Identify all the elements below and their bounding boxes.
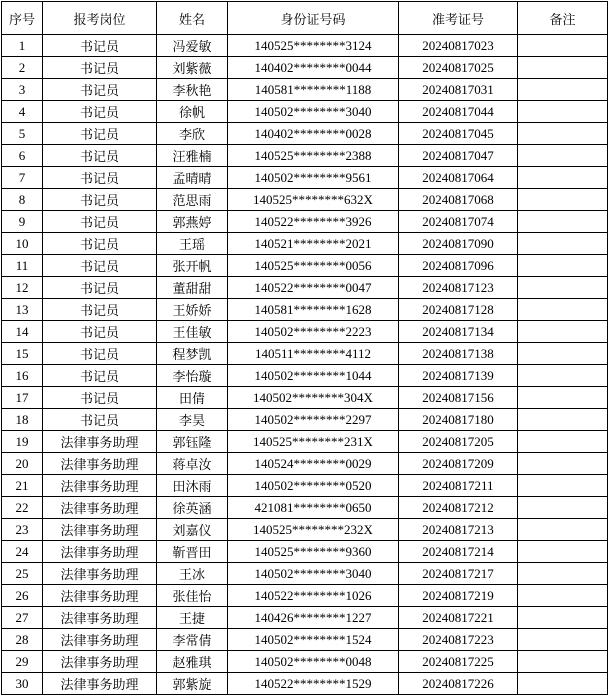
cell-position: 法律事务助理 <box>43 629 157 651</box>
table-header <box>2 2 608 35</box>
cell-seq: 23 <box>2 519 43 541</box>
cell-id-card: 140522********0047 <box>228 277 399 299</box>
cell-name: 刘紫薇 <box>157 57 228 79</box>
cell-position: 书记员 <box>43 387 157 409</box>
table-row <box>2 321 608 343</box>
cell-id-card: 140581********1628 <box>228 299 399 321</box>
cell-exam-no: 20240817134 <box>399 321 518 343</box>
cell-position: 书记员 <box>43 57 157 79</box>
header-seq: 序号 <box>2 2 43 35</box>
table-row <box>2 101 608 123</box>
cell-name: 王娇娇 <box>157 299 228 321</box>
header-row <box>2 2 608 35</box>
cell-note <box>518 189 608 211</box>
cell-position: 书记员 <box>43 409 157 431</box>
cell-exam-no: 20240817226 <box>399 673 518 695</box>
table-row <box>2 387 608 409</box>
cell-note <box>518 233 608 255</box>
cell-exam-no: 20240817212 <box>399 497 518 519</box>
cell-seq: 17 <box>2 387 43 409</box>
cell-position: 法律事务助理 <box>43 563 157 585</box>
cell-seq: 9 <box>2 211 43 233</box>
cell-id-card: 140525********9360 <box>228 541 399 563</box>
cell-position: 书记员 <box>43 365 157 387</box>
cell-position: 书记员 <box>43 321 157 343</box>
cell-id-card: 140581********1188 <box>228 79 399 101</box>
cell-position: 书记员 <box>43 35 157 57</box>
table-row <box>2 541 608 563</box>
table-row <box>2 365 608 387</box>
cell-exam-no: 20240817214 <box>399 541 518 563</box>
cell-note <box>518 167 608 189</box>
cell-name: 汪雅楠 <box>157 145 228 167</box>
cell-exam-no: 20240817205 <box>399 431 518 453</box>
cell-exam-no: 20240817211 <box>399 475 518 497</box>
cell-id-card: 140402********0028 <box>228 123 399 145</box>
cell-position: 法律事务助理 <box>43 607 157 629</box>
cell-exam-no: 20240817139 <box>399 365 518 387</box>
cell-id-card: 140426********1227 <box>228 607 399 629</box>
cell-exam-no: 20240817045 <box>399 123 518 145</box>
cell-exam-no: 20240817219 <box>399 585 518 607</box>
cell-note <box>518 343 608 365</box>
table-row <box>2 145 608 167</box>
cell-position: 法律事务助理 <box>43 431 157 453</box>
cell-note <box>518 497 608 519</box>
cell-seq: 18 <box>2 409 43 431</box>
header-note: 备注 <box>518 2 608 35</box>
cell-position: 书记员 <box>43 145 157 167</box>
cell-exam-no: 20240817221 <box>399 607 518 629</box>
cell-note <box>518 563 608 585</box>
cell-position: 法律事务助理 <box>43 475 157 497</box>
table-row <box>2 475 608 497</box>
cell-note <box>518 475 608 497</box>
table-row <box>2 79 608 101</box>
cell-note <box>518 453 608 475</box>
cell-note <box>518 35 608 57</box>
cell-id-card: 140502********2223 <box>228 321 399 343</box>
cell-position: 法律事务助理 <box>43 541 157 563</box>
cell-name: 张佳怡 <box>157 585 228 607</box>
cell-id-card: 140502********1524 <box>228 629 399 651</box>
cell-name: 刘嘉仪 <box>157 519 228 541</box>
cell-note <box>518 673 608 695</box>
cell-name: 李常倩 <box>157 629 228 651</box>
cell-name: 冯爱敏 <box>157 35 228 57</box>
cell-name: 董甜甜 <box>157 277 228 299</box>
cell-id-card: 140511********4112 <box>228 343 399 365</box>
cell-seq: 21 <box>2 475 43 497</box>
cell-seq: 28 <box>2 629 43 651</box>
cell-id-card: 140524********0029 <box>228 453 399 475</box>
cell-seq: 8 <box>2 189 43 211</box>
cell-note <box>518 431 608 453</box>
cell-exam-no: 20240817217 <box>399 563 518 585</box>
cell-id-card: 140502********9561 <box>228 167 399 189</box>
cell-name: 蒋卓汝 <box>157 453 228 475</box>
cell-seq: 4 <box>2 101 43 123</box>
cell-exam-no: 20240817138 <box>399 343 518 365</box>
cell-exam-no: 20240817025 <box>399 57 518 79</box>
cell-note <box>518 211 608 233</box>
cell-note <box>518 541 608 563</box>
header-position: 报考岗位 <box>43 2 157 35</box>
cell-id-card: 140502********2297 <box>228 409 399 431</box>
table-row <box>2 35 608 57</box>
table-row <box>2 211 608 233</box>
cell-position: 书记员 <box>43 189 157 211</box>
cell-note <box>518 365 608 387</box>
cell-id-card: 140525********3124 <box>228 35 399 57</box>
cell-id-card: 140525********632X <box>228 189 399 211</box>
cell-position: 书记员 <box>43 101 157 123</box>
cell-note <box>518 101 608 123</box>
cell-seq: 22 <box>2 497 43 519</box>
cell-exam-no: 20240817156 <box>399 387 518 409</box>
cell-note <box>518 387 608 409</box>
cell-seq: 3 <box>2 79 43 101</box>
cell-id-card: 140502********304X <box>228 387 399 409</box>
cell-name: 徐帆 <box>157 101 228 123</box>
cell-name: 李欣 <box>157 123 228 145</box>
cell-id-card: 140402********0044 <box>228 57 399 79</box>
cell-position: 书记员 <box>43 343 157 365</box>
header-exam-no: 准考证号 <box>399 2 518 35</box>
cell-position: 书记员 <box>43 123 157 145</box>
cell-id-card: 140502********3040 <box>228 563 399 585</box>
cell-name: 程梦凯 <box>157 343 228 365</box>
cell-seq: 26 <box>2 585 43 607</box>
table-row <box>2 673 608 695</box>
cell-exam-no: 20240817096 <box>399 255 518 277</box>
cell-note <box>518 585 608 607</box>
cell-note <box>518 145 608 167</box>
cell-name: 王捷 <box>157 607 228 629</box>
cell-position: 法律事务助理 <box>43 585 157 607</box>
cell-note <box>518 299 608 321</box>
table-row <box>2 343 608 365</box>
cell-name: 田倩 <box>157 387 228 409</box>
cell-exam-no: 20240817213 <box>399 519 518 541</box>
cell-id-card: 140522********1026 <box>228 585 399 607</box>
cell-note <box>518 123 608 145</box>
cell-note <box>518 255 608 277</box>
table-row <box>2 57 608 79</box>
cell-position: 书记员 <box>43 255 157 277</box>
cell-exam-no: 20240817044 <box>399 101 518 123</box>
cell-id-card: 140522********3926 <box>228 211 399 233</box>
cell-exam-no: 20240817223 <box>399 629 518 651</box>
cell-exam-no: 20240817023 <box>399 35 518 57</box>
cell-name: 王冰 <box>157 563 228 585</box>
cell-position: 书记员 <box>43 277 157 299</box>
cell-seq: 15 <box>2 343 43 365</box>
cell-id-card: 140525********2388 <box>228 145 399 167</box>
table-row <box>2 189 608 211</box>
cell-position: 书记员 <box>43 299 157 321</box>
cell-seq: 19 <box>2 431 43 453</box>
table-row <box>2 629 608 651</box>
cell-exam-no: 20240817068 <box>399 189 518 211</box>
cell-note <box>518 277 608 299</box>
cell-id-card: 140522********1529 <box>228 673 399 695</box>
cell-name: 李秋艳 <box>157 79 228 101</box>
cell-position: 法律事务助理 <box>43 497 157 519</box>
cell-position: 书记员 <box>43 211 157 233</box>
cell-note <box>518 57 608 79</box>
cell-seq: 14 <box>2 321 43 343</box>
cell-name: 靳晋田 <box>157 541 228 563</box>
cell-id-card: 140525********232X <box>228 519 399 541</box>
cell-name: 郭燕婷 <box>157 211 228 233</box>
header-id-card: 身份证号码 <box>228 2 399 35</box>
table-row <box>2 497 608 519</box>
cell-name: 张开帆 <box>157 255 228 277</box>
cell-name: 郭紫旋 <box>157 673 228 695</box>
cell-exam-no: 20240817123 <box>399 277 518 299</box>
table-body <box>2 35 608 695</box>
table-row <box>2 607 608 629</box>
header-name: 姓名 <box>157 2 228 35</box>
cell-exam-no: 20240817180 <box>399 409 518 431</box>
table-row <box>2 255 608 277</box>
cell-id-card: 140502********0520 <box>228 475 399 497</box>
table-row <box>2 123 608 145</box>
cell-seq: 12 <box>2 277 43 299</box>
cell-note <box>518 629 608 651</box>
cell-note <box>518 409 608 431</box>
table-row <box>2 431 608 453</box>
cell-seq: 11 <box>2 255 43 277</box>
table-row <box>2 563 608 585</box>
cell-seq: 2 <box>2 57 43 79</box>
cell-seq: 20 <box>2 453 43 475</box>
cell-exam-no: 20240817047 <box>399 145 518 167</box>
cell-name: 范思雨 <box>157 189 228 211</box>
cell-seq: 1 <box>2 35 43 57</box>
cell-seq: 5 <box>2 123 43 145</box>
cell-position: 法律事务助理 <box>43 651 157 673</box>
cell-id-card: 140525********231X <box>228 431 399 453</box>
cell-seq: 7 <box>2 167 43 189</box>
cell-exam-no: 20240817031 <box>399 79 518 101</box>
cell-name: 李怡璇 <box>157 365 228 387</box>
cell-id-card: 140502********1044 <box>228 365 399 387</box>
cell-exam-no: 20240817225 <box>399 651 518 673</box>
cell-name: 郭钰隆 <box>157 431 228 453</box>
cell-seq: 13 <box>2 299 43 321</box>
cell-position: 书记员 <box>43 79 157 101</box>
cell-seq: 10 <box>2 233 43 255</box>
table-row <box>2 651 608 673</box>
candidate-table <box>1 1 608 695</box>
cell-note <box>518 607 608 629</box>
table-row <box>2 453 608 475</box>
cell-seq: 25 <box>2 563 43 585</box>
cell-id-card: 140525********0056 <box>228 255 399 277</box>
cell-position: 书记员 <box>43 167 157 189</box>
table-row <box>2 519 608 541</box>
cell-id-card: 140502********3040 <box>228 101 399 123</box>
table-row <box>2 585 608 607</box>
cell-seq: 24 <box>2 541 43 563</box>
cell-exam-no: 20240817128 <box>399 299 518 321</box>
table-row <box>2 299 608 321</box>
table-row <box>2 233 608 255</box>
cell-exam-no: 20240817074 <box>399 211 518 233</box>
cell-seq: 29 <box>2 651 43 673</box>
cell-name: 李昊 <box>157 409 228 431</box>
table-row <box>2 277 608 299</box>
cell-exam-no: 20240817209 <box>399 453 518 475</box>
cell-position: 法律事务助理 <box>43 453 157 475</box>
cell-id-card: 140521********2021 <box>228 233 399 255</box>
table-row <box>2 167 608 189</box>
cell-note <box>518 79 608 101</box>
cell-name: 王瑶 <box>157 233 228 255</box>
cell-exam-no: 20240817090 <box>399 233 518 255</box>
cell-position: 书记员 <box>43 233 157 255</box>
cell-seq: 16 <box>2 365 43 387</box>
cell-exam-no: 20240817064 <box>399 167 518 189</box>
cell-name: 田沐雨 <box>157 475 228 497</box>
cell-position: 法律事务助理 <box>43 519 157 541</box>
cell-note <box>518 519 608 541</box>
cell-position: 法律事务助理 <box>43 673 157 695</box>
cell-name: 王佳敏 <box>157 321 228 343</box>
cell-seq: 6 <box>2 145 43 167</box>
cell-id-card: 140502********0048 <box>228 651 399 673</box>
table-row <box>2 409 608 431</box>
cell-note <box>518 651 608 673</box>
cell-name: 赵雅琪 <box>157 651 228 673</box>
cell-name: 孟晴晴 <box>157 167 228 189</box>
cell-name: 徐英涵 <box>157 497 228 519</box>
cell-id-card: 421081********0650 <box>228 497 399 519</box>
cell-seq: 27 <box>2 607 43 629</box>
cell-note <box>518 321 608 343</box>
cell-seq: 30 <box>2 673 43 695</box>
